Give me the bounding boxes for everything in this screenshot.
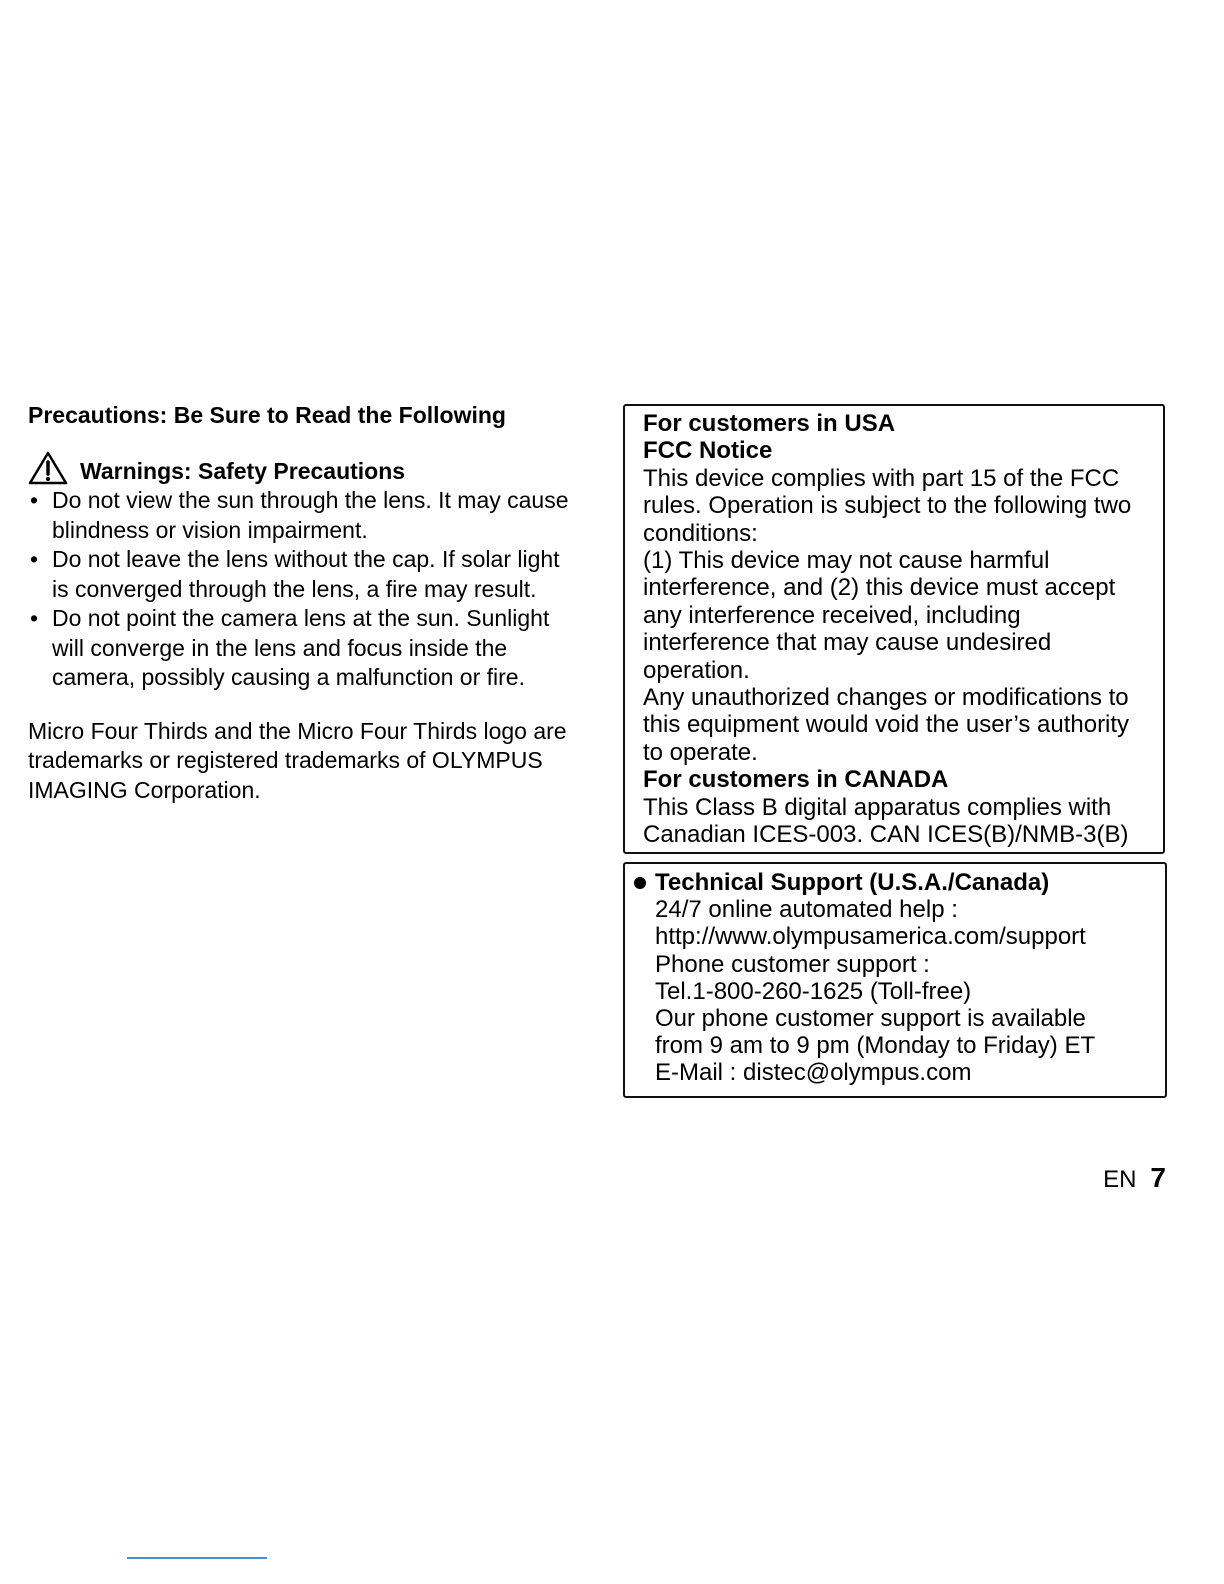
tech-support-title [631, 869, 1155, 896]
page-footer [1103, 1162, 1166, 1194]
usa-heading: For customers in USA [643, 410, 896, 437]
warning-text: Do not point the camera lens at the sun. Sunlight will converge in the lens and focus inside the camera, possibly causing a malfunction or fire. [52, 605, 550, 690]
bullet-icon: • [30, 605, 39, 631]
page-number: 7 [1150, 1162, 1166, 1193]
fcc-conditions: (1) This device may not cause harmful interference, and (2) this device must accept any interference received, including interference that may cause undesired operation. [643, 547, 1116, 684]
warnings-heading-text: Warnings: Safety Precautions [80, 458, 406, 484]
precautions-section [28, 400, 573, 805]
language-code: EN [1103, 1166, 1137, 1193]
fcc-title: FCC Notice [643, 437, 773, 465]
support-line: 24/7 online automated help : [655, 896, 958, 924]
support-phone: Tel.1-800-260-1625 (Toll-free) [655, 977, 972, 1005]
list-item [28, 545, 573, 604]
bullet-dot-icon [634, 877, 646, 889]
support-email[interactable]: E-Mail : distec@olympus.com [655, 1059, 972, 1087]
usa-notice-box [623, 404, 1165, 854]
bullet-icon: • [30, 546, 39, 572]
canada-text: This Class B digital apparatus complies with Canadian ICES-003. CAN ICES(B)/NMB-3(B) [643, 793, 1129, 849]
warning-triangle-icon [28, 451, 68, 485]
warning-text: Do not leave the lens without the cap. If solar light is converged through the lens, a fire may result. [52, 546, 560, 602]
support-url[interactable]: http://www.olympusamerica.com/support [655, 923, 1086, 951]
warnings-heading [28, 456, 573, 486]
warning-text: Do not view the sun through the lens. It may cause blindness or vision impairment. [52, 487, 569, 543]
fcc-text: This device complies with part 15 of the FCC rules. Operation is subject to the following two conditions: [643, 464, 1132, 547]
page-title: Precautions: Be Sure to Read the Following [28, 402, 506, 428]
bullet-icon: • [30, 487, 39, 513]
support-line: Our phone customer support is available [655, 1005, 1086, 1033]
support-line: Phone customer support : [655, 950, 930, 978]
tech-support-box [623, 862, 1167, 1098]
trademark-notice: Micro Four Thirds and the Micro Four Thirds logo are trademarks or registered trademarks of OLYMPUS IMAGING Corporation. [28, 717, 567, 803]
warnings-list [28, 486, 573, 693]
tech-support-body [631, 896, 1155, 1086]
tech-support-title-text: Technical Support (U.S.A./Canada) [655, 869, 1050, 896]
bottom-rule [127, 1557, 267, 1559]
fcc-modifications: Any unauthorized changes or modifications to this equipment would void the user’s authority to operate. [643, 684, 1130, 766]
canada-heading: For customers in CANADA [643, 766, 949, 794]
support-line: from 9 am to 9 pm (Monday to Friday) ET [655, 1032, 1096, 1060]
list-item [28, 486, 573, 545]
list-item [28, 604, 573, 693]
